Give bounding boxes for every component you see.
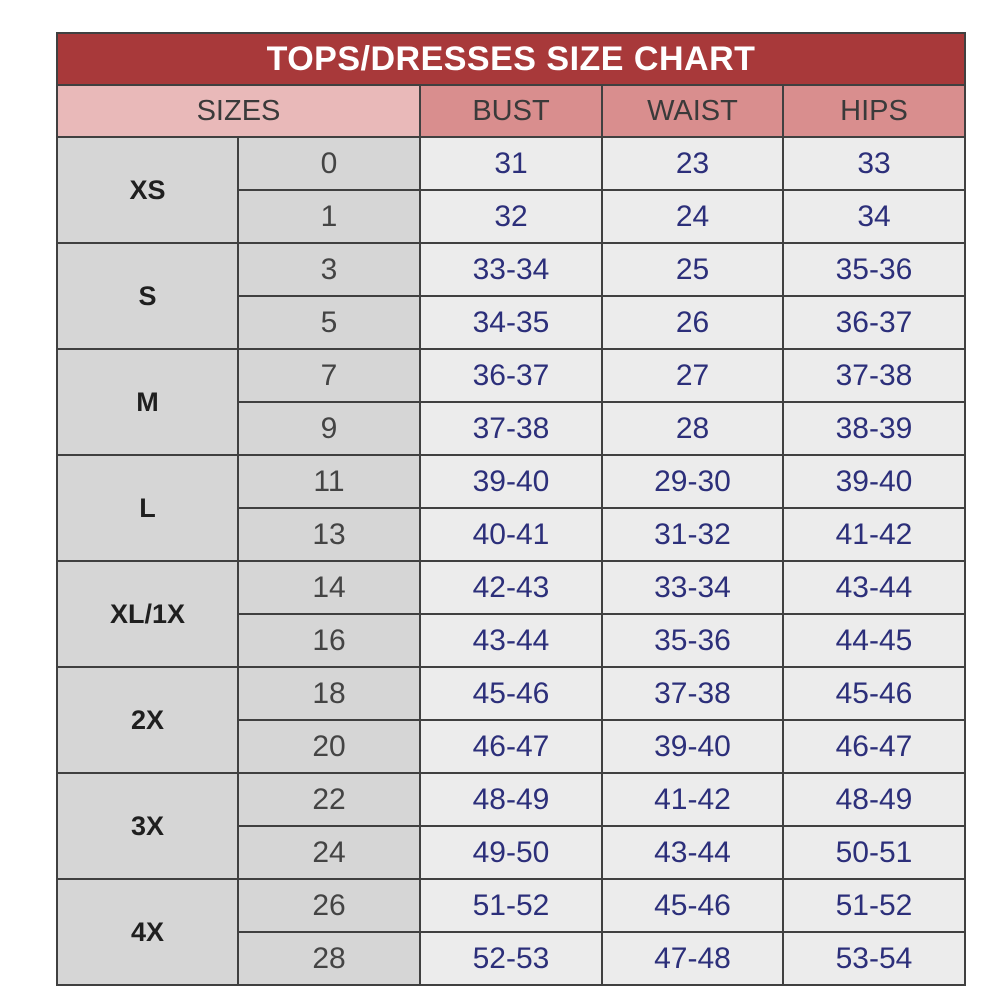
waist-value: 25 <box>602 243 783 296</box>
hips-value: 45-46 <box>783 667 965 720</box>
table-row <box>57 455 965 508</box>
table-row <box>57 137 965 190</box>
size-number: 18 <box>238 667 420 720</box>
hips-value: 34 <box>783 190 965 243</box>
table-row <box>57 667 965 720</box>
size-number: 5 <box>238 296 420 349</box>
chart-body <box>57 137 965 985</box>
hips-value: 51-52 <box>783 879 965 932</box>
table-row <box>57 773 965 826</box>
size-chart <box>56 32 964 986</box>
bust-value: 48-49 <box>420 773 602 826</box>
size-number: 1 <box>238 190 420 243</box>
bust-value: 34-35 <box>420 296 602 349</box>
header-bust: BUST <box>420 85 602 137</box>
bust-value: 45-46 <box>420 667 602 720</box>
bust-value: 39-40 <box>420 455 602 508</box>
hips-value: 33 <box>783 137 965 190</box>
header-hips: HIPS <box>783 85 965 137</box>
bust-value: 42-43 <box>420 561 602 614</box>
size-label: M <box>57 349 238 455</box>
size-number: 24 <box>238 826 420 879</box>
bust-value: 31 <box>420 137 602 190</box>
waist-value: 29-30 <box>602 455 783 508</box>
hips-value: 53-54 <box>783 932 965 985</box>
size-label: S <box>57 243 238 349</box>
size-number: 11 <box>238 455 420 508</box>
table-row <box>57 243 965 296</box>
size-number: 7 <box>238 349 420 402</box>
table-row <box>57 561 965 614</box>
header-sizes: SIZES <box>57 85 420 137</box>
hips-value: 50-51 <box>783 826 965 879</box>
waist-value: 23 <box>602 137 783 190</box>
waist-value: 27 <box>602 349 783 402</box>
table-row <box>57 349 965 402</box>
size-number: 20 <box>238 720 420 773</box>
hips-value: 46-47 <box>783 720 965 773</box>
bust-value: 46-47 <box>420 720 602 773</box>
hips-value: 48-49 <box>783 773 965 826</box>
bust-value: 32 <box>420 190 602 243</box>
size-number: 22 <box>238 773 420 826</box>
waist-value: 45-46 <box>602 879 783 932</box>
waist-value: 33-34 <box>602 561 783 614</box>
hips-value: 44-45 <box>783 614 965 667</box>
bust-value: 51-52 <box>420 879 602 932</box>
size-label: L <box>57 455 238 561</box>
size-number: 14 <box>238 561 420 614</box>
bust-value: 36-37 <box>420 349 602 402</box>
size-label: 2X <box>57 667 238 773</box>
waist-value: 31-32 <box>602 508 783 561</box>
waist-value: 24 <box>602 190 783 243</box>
hips-value: 35-36 <box>783 243 965 296</box>
size-number: 9 <box>238 402 420 455</box>
hips-value: 38-39 <box>783 402 965 455</box>
hips-value: 43-44 <box>783 561 965 614</box>
table-row <box>57 879 965 932</box>
bust-value: 49-50 <box>420 826 602 879</box>
waist-value: 41-42 <box>602 773 783 826</box>
bust-value: 37-38 <box>420 402 602 455</box>
waist-value: 43-44 <box>602 826 783 879</box>
hips-value: 39-40 <box>783 455 965 508</box>
size-number: 26 <box>238 879 420 932</box>
header-waist: WAIST <box>602 85 783 137</box>
size-label: XL/1X <box>57 561 238 667</box>
size-label: XS <box>57 137 238 243</box>
bust-value: 52-53 <box>420 932 602 985</box>
waist-value: 37-38 <box>602 667 783 720</box>
waist-value: 47-48 <box>602 932 783 985</box>
size-number: 0 <box>238 137 420 190</box>
bust-value: 33-34 <box>420 243 602 296</box>
waist-value: 35-36 <box>602 614 783 667</box>
hips-value: 41-42 <box>783 508 965 561</box>
size-number: 28 <box>238 932 420 985</box>
size-number: 16 <box>238 614 420 667</box>
size-chart-table <box>56 32 966 986</box>
waist-value: 39-40 <box>602 720 783 773</box>
size-label: 3X <box>57 773 238 879</box>
size-number: 13 <box>238 508 420 561</box>
size-number: 3 <box>238 243 420 296</box>
waist-value: 26 <box>602 296 783 349</box>
size-label: 4X <box>57 879 238 985</box>
hips-value: 36-37 <box>783 296 965 349</box>
bust-value: 40-41 <box>420 508 602 561</box>
hips-value: 37-38 <box>783 349 965 402</box>
waist-value: 28 <box>602 402 783 455</box>
chart-title: TOPS/DRESSES SIZE CHART <box>57 33 965 85</box>
bust-value: 43-44 <box>420 614 602 667</box>
